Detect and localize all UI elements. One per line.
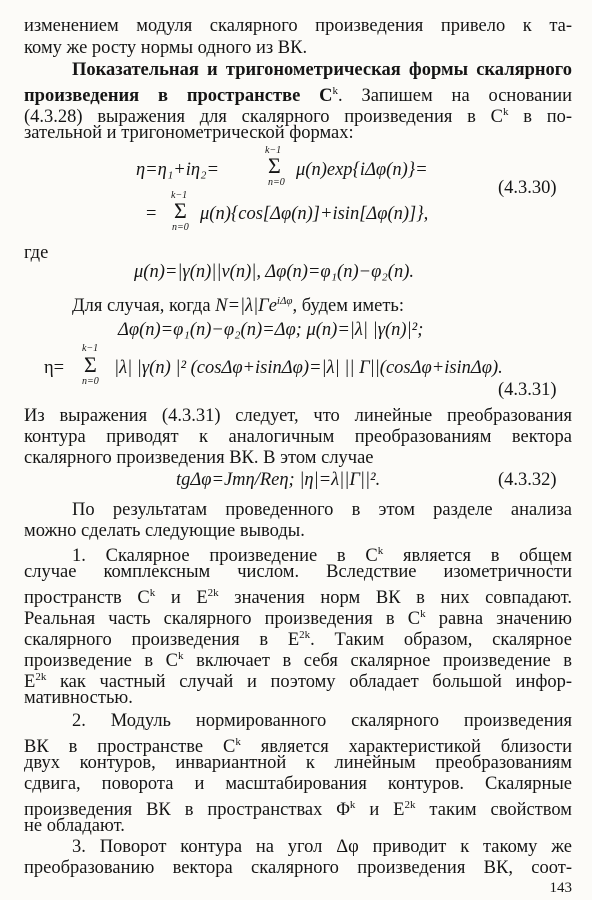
text-span: как частный случай и поэтому обладает большой инфор- (46, 672, 572, 693)
sum-upper-limit: k−1 (171, 190, 188, 201)
eq-lhs: η= (44, 358, 65, 378)
eq-text: Δφ(n)=φ₁(n)−φ₂(n)=Δφ; μ(n)=|λ| |γ(n)|²; (118, 320, 424, 340)
text-line: зательной и тригонометрической формах: (24, 123, 354, 143)
eq-rhs-text: μ(n){cos[Δφ(n)]+isin[Δφ(n)]}, (200, 204, 429, 224)
equation-number: (4.3.32) (498, 470, 557, 490)
text-line: контура приводят к аналогичным преобразованиям вектора (24, 427, 572, 447)
superscript: k (349, 799, 356, 811)
equation-4-3-32 (176, 470, 380, 491)
sum-lower-limit: n=0 (82, 376, 99, 387)
eq-text: tgΔφ=Jmη/Reη; |η|=λ||Γ||². (176, 470, 381, 490)
text-line: можно сделать следующие выводы. (24, 521, 305, 541)
text-span: 1. Скалярное произведение в C (72, 546, 378, 567)
text-span: , будем иметь: (292, 296, 405, 317)
superscript: 2k (35, 671, 47, 683)
text-span: в по- (508, 107, 573, 128)
text-line: двух контуров, инвариантной к линейным преобразованиям (24, 753, 572, 773)
eq-text: |λ| |γ(n) |² (cosΔφ+isinΔφ)=|λ| || Γ||(cosΔφ+isinΔφ). (114, 358, 503, 378)
superscript: 2k (207, 587, 219, 599)
sum-lower-limit: n=0 (172, 222, 189, 233)
text-line: кому же росту нормы одного из ВК. (24, 38, 308, 58)
text-span: пространств C (24, 588, 150, 609)
superscript: iΔφ (276, 295, 293, 307)
text-line: не обладают. (24, 816, 125, 836)
text-span: является характеристикой близости (240, 737, 572, 758)
equation-number: (4.3.30) (498, 178, 557, 198)
superscript: k (235, 736, 241, 748)
text-line (72, 291, 404, 317)
equation-4-3-30-line1 (136, 160, 219, 181)
text-span: произведение в C (24, 651, 179, 672)
inline-formula: N=|λ|Γe (215, 296, 277, 317)
sum-icon: Σ (174, 198, 187, 223)
text-line: скалярного произведения ВК. В этом случае (24, 448, 374, 468)
sum-lower-limit: n=0 (268, 177, 285, 188)
superscript: k (420, 608, 426, 620)
eq-lhs: η=η₁+iη₂= (136, 160, 219, 180)
superscript: k (178, 650, 184, 662)
text-span: и E (355, 800, 405, 821)
equation-4-3-31-line2 (114, 358, 503, 379)
superscript: k (502, 106, 509, 118)
eq-rhs-text: μ(n)exp{iΔφ(n)}= (296, 160, 428, 180)
superscript: k (377, 545, 384, 557)
equation-mu (134, 262, 414, 283)
text-span: Для случая, когда (72, 296, 216, 317)
sum-icon: Σ (84, 352, 97, 377)
superscript: k (149, 587, 156, 599)
superscript: 2k (404, 799, 416, 811)
section-heading-end: произведения в пространстве C (24, 86, 333, 107)
equation-number: (4.3.31) (498, 380, 557, 400)
text-span: включает в себя скалярное произведение в (183, 651, 572, 672)
superscript: k (332, 85, 338, 97)
section-heading: Показательная и тригонометрическая формы скалярного (72, 60, 572, 80)
text-span: . Запишем на основании (338, 86, 572, 107)
text-span: равна значению (425, 609, 573, 630)
text-span: Реальная часть скалярного произведения в C (24, 609, 421, 630)
sum-icon: Σ (268, 153, 281, 178)
text-span: скалярного произведения в E (24, 630, 300, 651)
text-span: . Таким образом, скалярное (310, 630, 572, 651)
text-span: (4.3.28) выражения для скалярного произведения в C (24, 107, 503, 128)
text-line: случае комплексным числом. Вследствие изометричности (24, 562, 572, 582)
text-span: таким свойством (415, 800, 572, 821)
text-span: и E (155, 588, 208, 609)
text-span: произведения ВК в пространствах Φ (24, 800, 350, 821)
eq-equals: = (146, 204, 157, 224)
eq-rhs (296, 160, 428, 181)
text-line: Из выражения (4.3.31) следует, что линейные преобразования (24, 406, 572, 426)
text-line: По результатам проведенного в этом разделе анализа (72, 500, 572, 520)
equation-4-3-31-line1 (118, 320, 423, 341)
text-span: E (24, 672, 36, 693)
text-line: мативностью. (24, 688, 133, 708)
text-line: 2. Модуль нормированного скалярного произведения (72, 711, 572, 731)
sum-upper-limit: k−1 (82, 343, 99, 354)
text-line: сдвига, поворота и масштабирования контуров. Скалярные (24, 774, 572, 794)
sum-upper-limit: k−1 (265, 145, 282, 156)
text-span: значения норм ВК в них совпадают. (218, 588, 572, 609)
text-line: изменением модуля скалярного произведения привело к та- (24, 16, 572, 36)
equation-4-3-30-line2 (200, 204, 428, 225)
text-word: где (24, 243, 49, 263)
superscript: 2k (299, 629, 311, 641)
text-line: преобразованию вектора скалярного произведения ВК, соот- (24, 858, 572, 878)
text-span: ВК в пространстве C (24, 737, 236, 758)
page-number: 143 (549, 880, 572, 896)
eq-text: μ(n)=|γ(n)||ν(n)|, Δφ(n)=φ₁(n)−φ₂(n). (134, 262, 414, 282)
text-line: 3. Поворот контура на угол Δφ приводит к такому же (72, 837, 572, 857)
text-span: является в общем (383, 546, 572, 567)
